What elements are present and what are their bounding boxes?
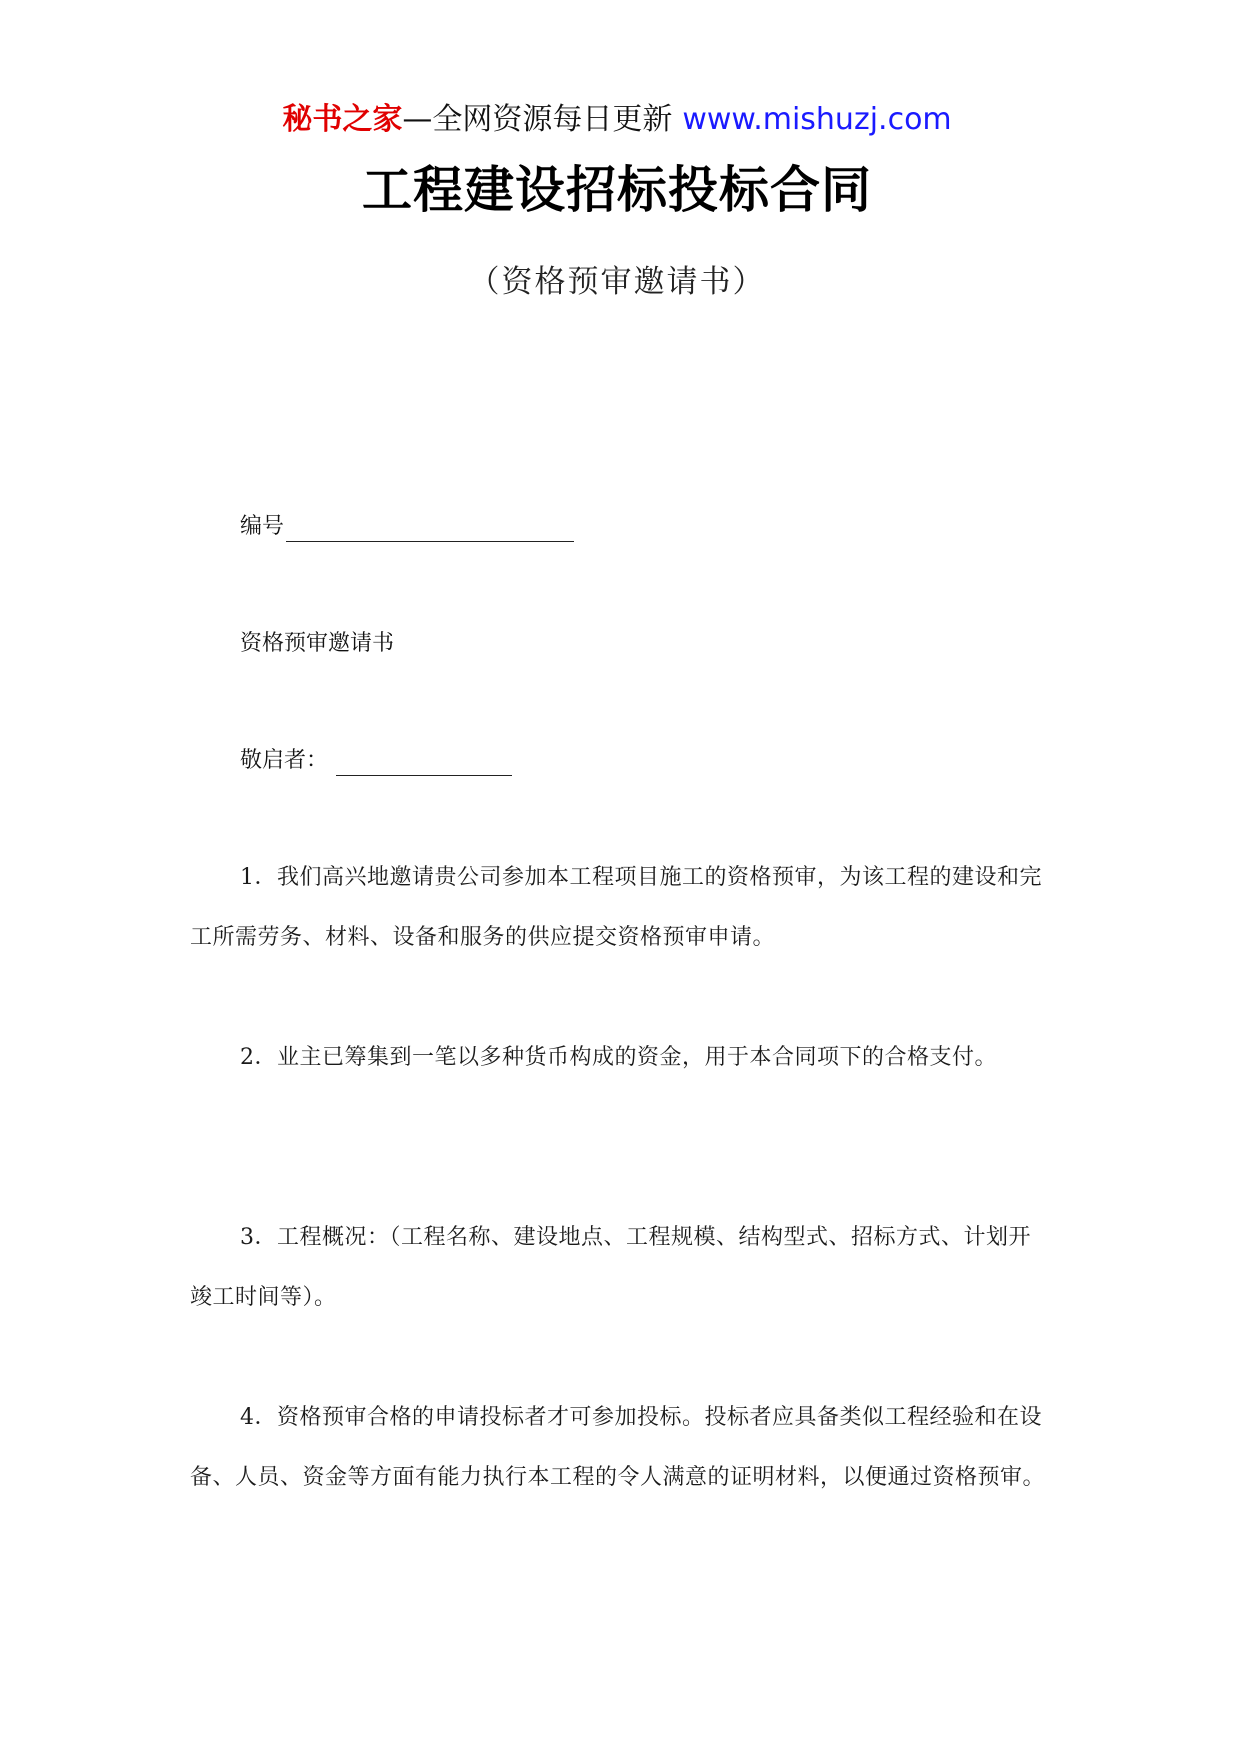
salutation-field: [240, 746, 512, 776]
number-field: [240, 512, 574, 542]
salutation-label: 敬启者：: [240, 748, 329, 773]
banner-brand: 秘书之家: [282, 102, 403, 137]
paragraph-4: 4．资格预审合格的申请投标者才可参加投标。投标者应具备类似工程经验和在设备、人员、资金等方面有能力执行本工程的令人满意的证明材料，以便通过资格预审。: [190, 1405, 1046, 1490]
paragraph-1: 1．我们高兴地邀请贵公司参加本工程项目施工的资格预审，为该工程的建设和完工所需劳务、材料、设备和服务的供应提交资格预审申请。: [190, 865, 1042, 950]
invitation-heading: 资格预审邀请书: [240, 631, 395, 656]
salutation-blank-line[interactable]: [336, 749, 512, 776]
paragraph-3: 3．工程概况：（工程名称、建设地点、工程规模、结构型式、招标方式、计划开竣工时间等）。: [190, 1225, 1031, 1310]
number-blank-line[interactable]: [286, 515, 574, 542]
document-subtitle: （资格预审邀请书）: [468, 264, 766, 300]
banner-url[interactable]: www.mishuzj.com: [682, 102, 952, 137]
paragraph-2: 2．业主已筹集到一笔以多种货币构成的资金，用于本合同项下的合格支付。: [240, 1045, 997, 1070]
banner-tagline: —全网资源每日更新: [402, 102, 673, 137]
document-title: 工程建设招标投标合同: [362, 161, 872, 219]
number-label: 编号: [240, 514, 285, 539]
site-banner: [0, 100, 1234, 140]
